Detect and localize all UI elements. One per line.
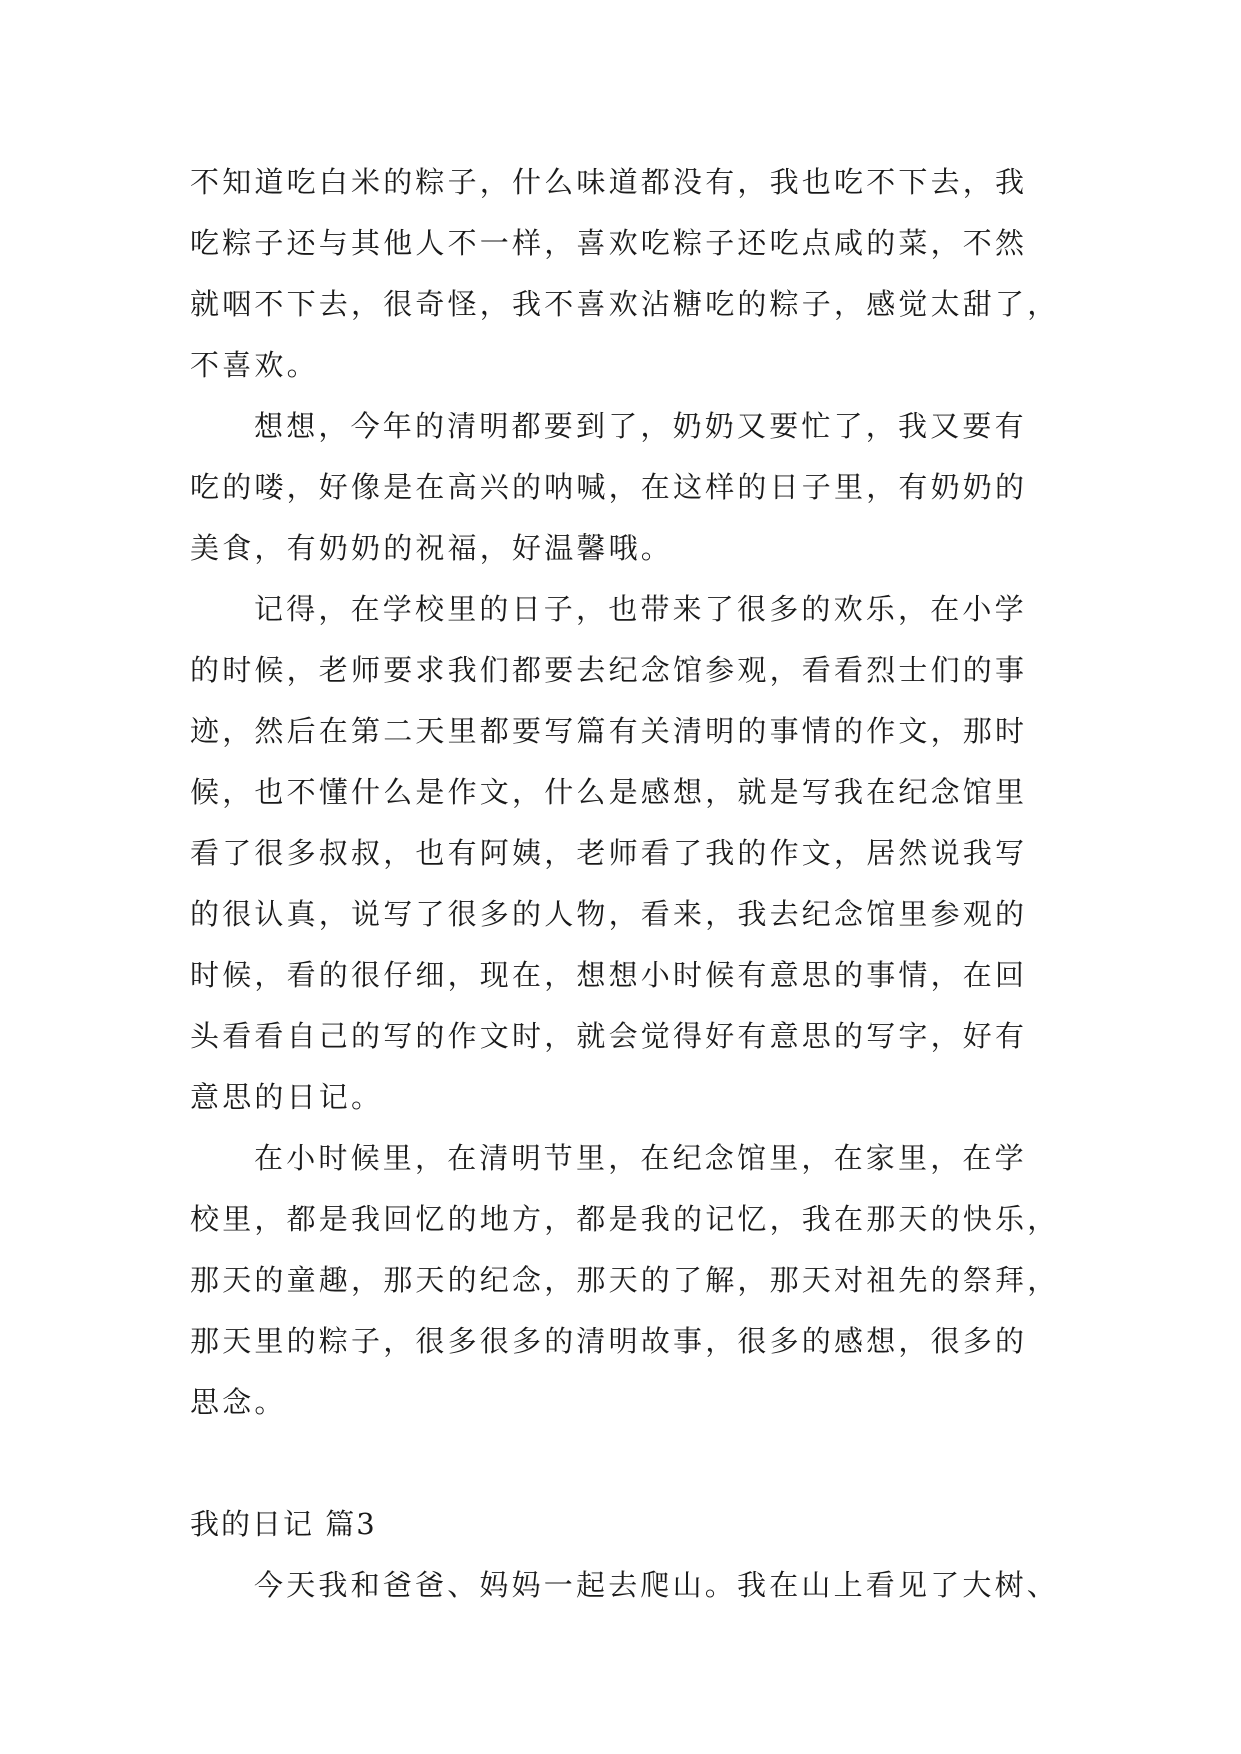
- section-heading: 我的日记 篇3: [190, 1507, 377, 1541]
- paragraph-3: [190, 579, 1060, 1128]
- text-line: 不喜欢。: [190, 348, 319, 382]
- text-line: 那天里的粽子，很多很多的清明故事，很多的感想，很多的: [190, 1324, 1028, 1358]
- text-line: 美食，有奶奶的祝福，好温馨哦。: [190, 531, 674, 565]
- text-line: 吃粽子还与其他人不一样，喜欢吃粽子还吃点咸的菜，不然: [190, 226, 1028, 260]
- paragraph-1: [190, 152, 1060, 396]
- text-line: 的很认真，说写了很多的人物，看来，我去纪念馆里参观的: [190, 897, 1028, 931]
- text-line: 头看看自己的写的作文时，就会觉得好有意思的写字，好有: [190, 1019, 1028, 1053]
- text-line: 时候，看的很仔细，现在，想想小时候有意思的事情，在回: [190, 958, 1028, 992]
- document-body: [190, 152, 1060, 1616]
- text-line: 吃的喽，好像是在高兴的呐喊，在这样的日子里，有奶奶的: [190, 470, 1028, 504]
- text-line: 迹，然后在第二天里都要写篇有关清明的事情的作文，那时: [190, 714, 1028, 748]
- spacer: [190, 1433, 1060, 1494]
- text-line: 在小时候里，在清明节里，在纪念馆里，在家里，在学: [254, 1141, 1027, 1175]
- text-line: 就咽不下去，很奇怪，我不喜欢沾糖吃的粽子，感觉太甜了，: [190, 287, 1060, 321]
- paragraph-2: [190, 396, 1060, 579]
- text-line: 不知道吃白米的粽子，什么味道都没有，我也吃不下去，我: [190, 165, 1028, 199]
- text-line: 那天的童趣，那天的纪念，那天的了解，那天对祖先的祭拜，: [190, 1263, 1060, 1297]
- text-line: 候，也不懂什么是作文，什么是感想，就是写我在纪念馆里: [190, 775, 1028, 809]
- text-line: 意思的日记。: [190, 1080, 384, 1114]
- text-line: 的时候，老师要求我们都要去纪念馆参观，看看烈士们的事: [190, 653, 1028, 687]
- text-line: 校里，都是我回忆的地方，都是我的记忆，我在那天的快乐，: [190, 1202, 1060, 1236]
- paragraph-5: [190, 1555, 1060, 1616]
- text-line: 思念。: [190, 1385, 287, 1419]
- text-line: 想想，今年的清明都要到了，奶奶又要忙了，我又要有: [254, 409, 1027, 443]
- text-line: 今天我和爸爸、妈妈一起去爬山。我在山上看见了大树、: [254, 1568, 1060, 1602]
- text-line: 看了很多叔叔，也有阿姨，老师看了我的作文，居然说我写: [190, 836, 1028, 870]
- text-line: 记得，在学校里的日子，也带来了很多的欢乐，在小学: [254, 592, 1027, 626]
- paragraph-4: [190, 1128, 1060, 1433]
